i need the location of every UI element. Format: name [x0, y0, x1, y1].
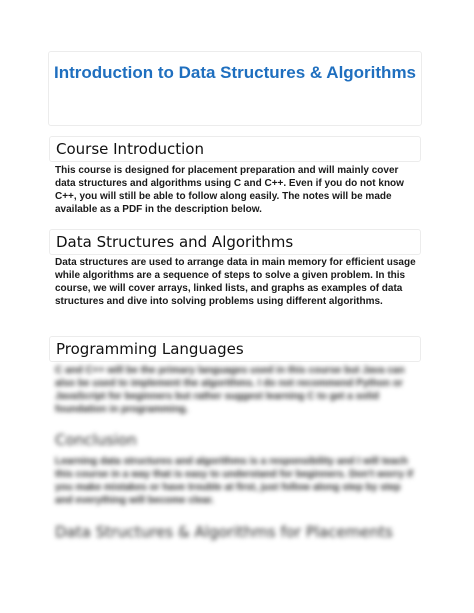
- section-body-conclusion: Learning data structures and algorithms is a responsibility and I will teach this course in a way that is easy to understand for beginners. Don't worry if you make mistakes or have trouble at first, just follow along step by step and everything will become clear.: [55, 456, 414, 506]
- section-body-course-introduction: This course is designed for placement preparation and will mainly cover data structures and algorithms using C and C++. Even if you do not know C++, you will still be able to follow along easily. The notes will be made available as a PDF in the description below.: [55, 165, 404, 215]
- section-body-data-structures-and-algorithms: Data structures are used to arrange data in main memory for efficient usage while algorithms are a sequence of steps to solve a given problem. In this course, we will cover arrays, linked lists, and graphs as examples of data structures and dive into solving problems using different algorithms.: [55, 257, 416, 307]
- section-conclusion: [55, 428, 417, 451]
- title-card: [48, 51, 422, 126]
- section-heading-course-introduction: Course Introduction: [56, 140, 204, 158]
- document-title: Introduction to Data Structures & Algorithms: [53, 63, 417, 82]
- section-placements: [55, 520, 417, 543]
- section-body-programming-languages: C and C++ will be the primary languages used in this course but Java can also be used to implement the algorithms. I do not recommend Python or JavaScript for beginners but rather suggest learning C to get a solid foundation in programming.: [55, 365, 405, 415]
- section-heading-conclusion: Conclusion: [55, 431, 137, 449]
- section-heading-card: [49, 229, 421, 255]
- section-heading-card: [49, 336, 421, 362]
- section-heading-card: [49, 136, 421, 162]
- section-heading-programming-languages: Programming Languages: [56, 340, 244, 358]
- section-heading-data-structures-and-algorithms: Data Structures and Algorithms: [56, 233, 294, 251]
- section-heading-placements: Data Structures & Algorithms for Placements: [55, 523, 393, 541]
